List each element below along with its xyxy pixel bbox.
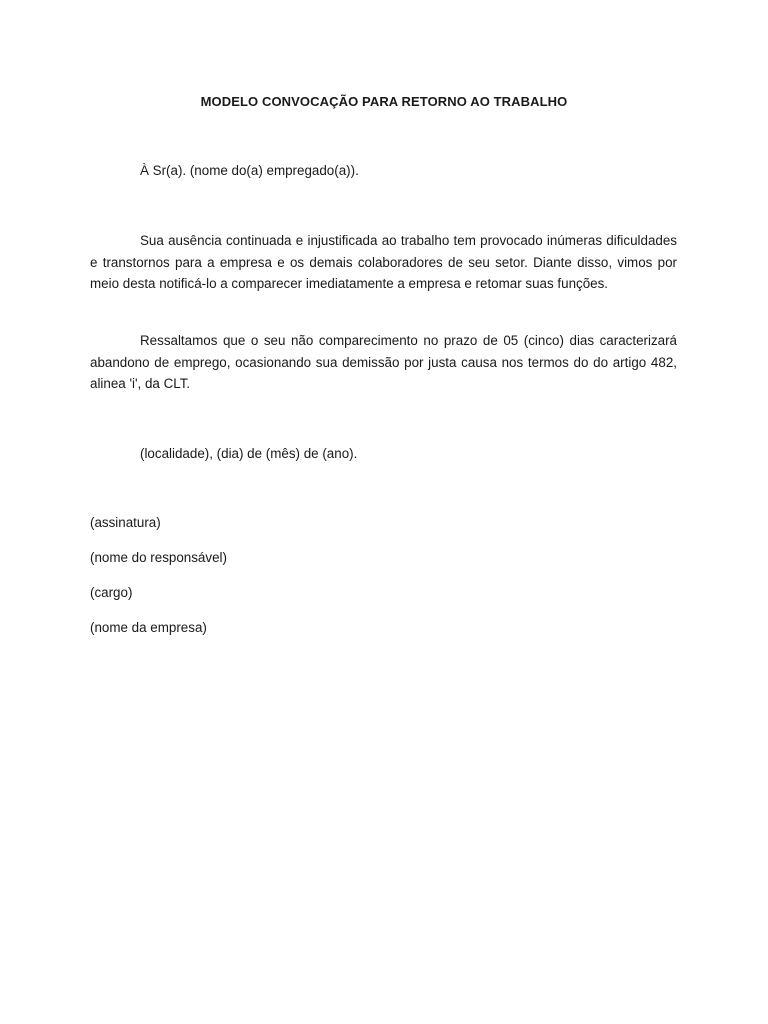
addressee-line: À Sr(a). (nome do(a) empregado(a)). bbox=[140, 163, 359, 178]
paragraph-warning bbox=[90, 330, 677, 395]
company-name-line: (nome da empresa) bbox=[90, 620, 207, 635]
responsible-name-line: (nome do responsável) bbox=[90, 550, 227, 565]
document-title: MODELO CONVOCAÇÃO PARA RETORNO AO TRABALHO bbox=[200, 94, 568, 109]
paragraph-warning-text: Ressaltamos que o seu não comparecimento no prazo de 05 (cinco) dias caracterizará abandono de emprego, ocasionando sua demissão por justa causa nos termos do do artigo 482, alinea 'i', da CLT. bbox=[90, 333, 677, 392]
signature-line: (assinatura) bbox=[90, 515, 161, 530]
place-date-line: (localidade), (dia) de (mês) de (ano). bbox=[140, 446, 358, 461]
paragraph-absence bbox=[90, 230, 677, 295]
position-line: (cargo) bbox=[90, 585, 133, 600]
paragraph-absence-text: Sua ausência continuada e injustificada ao trabalho tem provocado inúmeras dificuldades e transtornos para a empresa e os demais colaboradores de seu setor. Diante disso, vimos por meio desta notificá-lo a comparecer imediatamente a empresa e retomar suas funções. bbox=[90, 233, 677, 292]
